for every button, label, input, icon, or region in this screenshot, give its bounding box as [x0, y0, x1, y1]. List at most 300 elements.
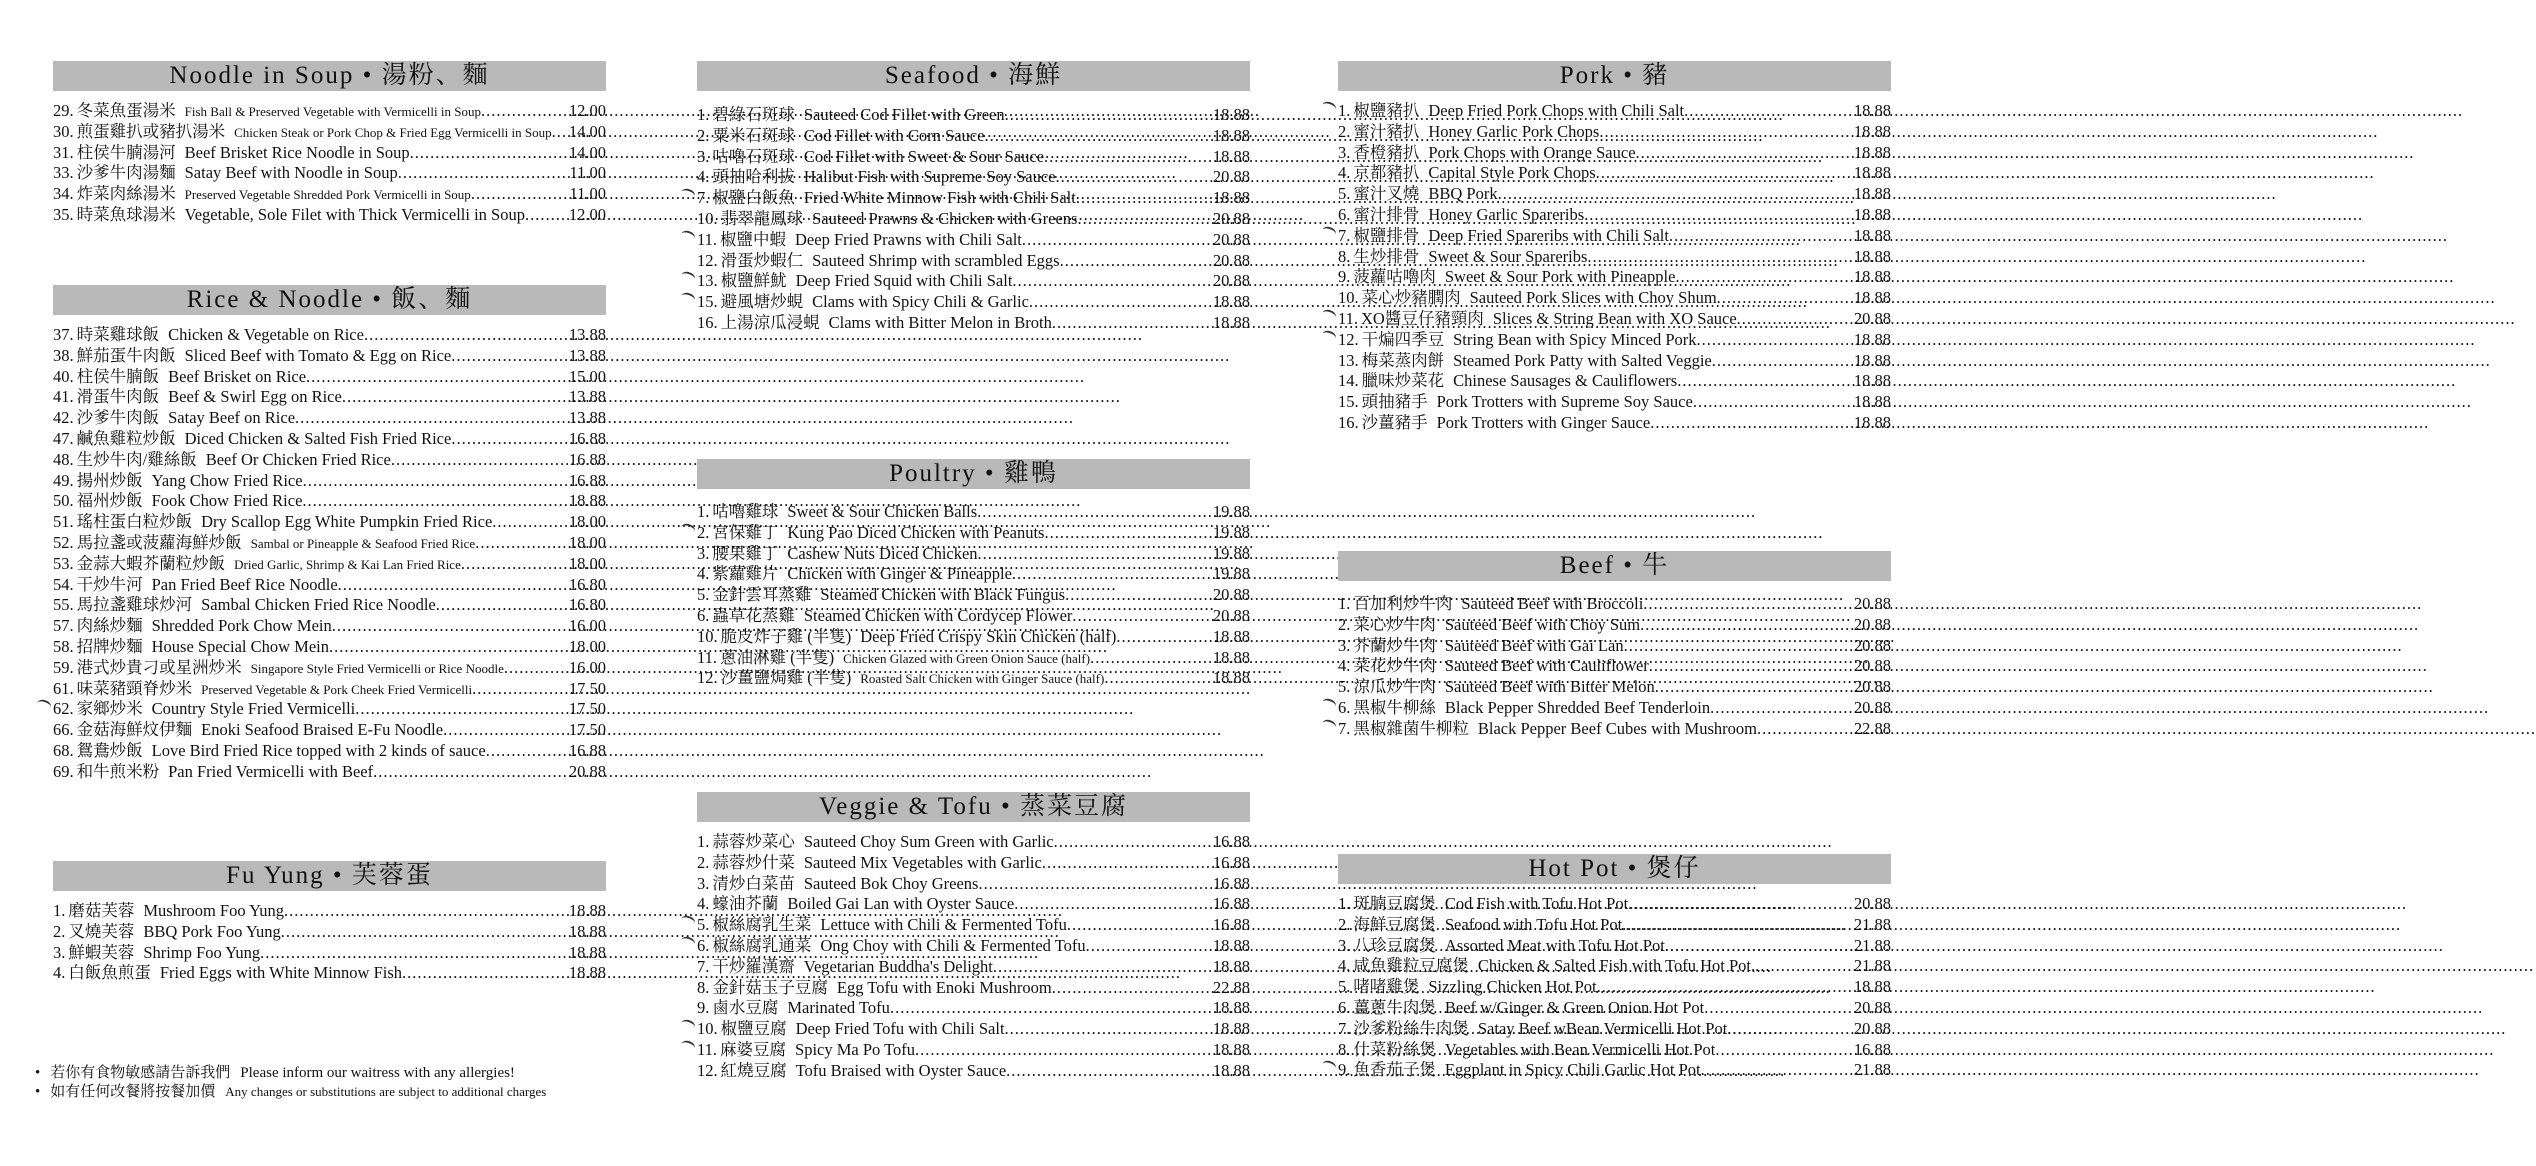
section-noodle-in-soup	[53, 61, 606, 222]
item-number: 69.	[53, 761, 74, 781]
item-price: 16.88	[568, 740, 606, 760]
item-chinese-name: 瑤柱蛋白粒炒飯	[76, 512, 193, 532]
item-chinese-name: 碧綠石斑球	[712, 105, 795, 124]
menu-item	[697, 309, 1250, 330]
item-price: 16.88	[1212, 915, 1250, 935]
menu-item	[697, 1036, 1250, 1057]
item-price: 20.88	[1853, 697, 1891, 717]
item-price: 15.00	[568, 366, 606, 386]
item-price: 18.00	[568, 553, 606, 573]
item-number: 2.	[53, 921, 66, 941]
item-price: 20.88	[1853, 614, 1891, 634]
item-price: 20.88	[1853, 635, 1891, 655]
item-chinese-name: 頭抽哈利拔	[712, 167, 795, 187]
item-number: 34.	[53, 184, 74, 204]
item-english-name: Cashew Nuts Diced Chicken	[787, 543, 978, 563]
section-header: Veggie & Tofu • 蒸菜豆腐	[697, 792, 1250, 822]
item-price: 16.88	[568, 449, 606, 469]
item-chinese-name: 沙爹牛肉湯麵	[76, 163, 176, 183]
menu-item	[53, 654, 606, 675]
item-price: 18.88	[1212, 312, 1250, 332]
item-english-name: Egg Tofu with Enoki Mushroom	[836, 977, 1052, 997]
item-english-name: Roasted Salt Chicken with Ginger Sauce (half)	[860, 671, 1105, 687]
menu-item	[697, 1057, 1250, 1078]
item-chinese-name: 煎蛋雞扒或豬扒湯米	[76, 121, 226, 141]
item-chinese-name: 椒鹽中蝦	[720, 229, 787, 249]
dot-leader	[1006, 1061, 1210, 1081]
item-english-name: Deep Fried Squid with Chili Salt	[795, 271, 1013, 291]
item-number: 12.	[697, 1060, 718, 1080]
menu-item	[53, 139, 606, 160]
item-english-name: Chicken & Vegetable on Rice	[168, 325, 364, 344]
item-number: 6.	[697, 935, 710, 955]
dot-leader	[402, 963, 566, 983]
menu-item	[53, 571, 606, 592]
menu-item	[697, 122, 1250, 143]
item-price: 18.88	[1212, 647, 1250, 667]
item-chinese-name: 椒鹽白飯魚	[712, 188, 795, 208]
item-chinese-name: 鮮蝦芙蓉	[68, 942, 135, 962]
item-english-name: BBQ Pork	[1428, 184, 1498, 204]
item-number: 3.	[1338, 142, 1351, 162]
item-chinese-name: 梅菜蒸肉餅	[1361, 350, 1445, 370]
item-chinese-name: 粟米石斑球	[712, 125, 795, 145]
item-number: 5.	[1338, 677, 1351, 697]
menu-item	[697, 911, 1250, 935]
item-english-name: Chicken Steak or Pork Chop & Fried Egg Vermicelli in Soup	[234, 124, 552, 140]
item-english-name: Satay Beef with Noodle in Soup	[184, 163, 398, 183]
item-number: 29.	[53, 101, 74, 120]
section-header: Hot Pot • 煲仔	[1338, 854, 1891, 884]
item-chinese-name: 麻婆豆腐	[720, 1039, 787, 1059]
item-price: 20.88	[1212, 167, 1250, 187]
item-english-name: Beef & Swirl Egg on Rice	[168, 387, 342, 407]
menu-item	[53, 180, 606, 204]
item-chinese-name: 沙爹牛肉飯	[76, 408, 160, 428]
item-number: 9.	[1338, 1060, 1351, 1080]
item-number: 1.	[697, 502, 710, 521]
item-chinese-name: 柱侯牛腩飯	[76, 366, 160, 386]
item-number: 6.	[697, 605, 710, 625]
item-chinese-name: 涼瓜炒牛肉	[1353, 677, 1436, 697]
item-english-name: Mushroom Foo Yung	[143, 901, 284, 920]
item-number: 16.	[697, 312, 718, 332]
menu-item	[53, 529, 606, 550]
item-price: 16.88	[568, 428, 606, 448]
item-price: 17.50	[568, 699, 606, 719]
item-number: 11.	[697, 229, 718, 249]
item-number: 11.	[697, 647, 718, 667]
item-english-name: Vegetables with Bean Vermicelli Hot Pot	[1444, 1039, 1716, 1059]
item-english-name: Lettuce with Chili & Fermented Tofu	[820, 915, 1067, 935]
item-number: 4.	[697, 564, 710, 584]
item-price: 20.88	[568, 761, 606, 781]
item-english-name: Chicken & Salted Fish with Tofu Hot Pot.	[1477, 956, 1756, 976]
menu-item	[697, 226, 1250, 247]
item-english-name: Dried Garlic, Shrimp & Kai Lan Fried Rice	[234, 556, 461, 572]
item-chinese-name: 滑蛋牛肉飯	[76, 387, 160, 407]
item-chinese-name: 八珍豆腐煲	[1353, 935, 1436, 955]
menu-item	[697, 560, 1250, 584]
chili-pepper-icon	[36, 698, 52, 712]
item-english-name: Honey Garlic Spareribs	[1428, 204, 1585, 224]
item-price: 18.88	[1212, 1060, 1250, 1080]
menu-item	[1338, 632, 1891, 653]
item-price: 18.88	[568, 963, 606, 983]
item-price: 18.88	[568, 921, 606, 941]
menu-item	[1338, 180, 1891, 204]
item-number: 49.	[53, 470, 74, 490]
item-list	[697, 828, 1250, 1078]
section-fu-yung	[53, 861, 606, 983]
menu-item	[697, 498, 1250, 519]
item-number: 11.	[697, 1039, 718, 1059]
item-price: 18.88	[1853, 246, 1891, 266]
item-number: 1.	[1338, 894, 1351, 913]
item-price: 20.88	[1853, 997, 1891, 1017]
item-number: 7.	[697, 188, 710, 208]
item-number: 62.	[53, 699, 74, 719]
item-chinese-name: 菜花炒牛肉	[1353, 656, 1436, 676]
item-price: 20.88	[1212, 605, 1250, 625]
section-veggie-tofu	[697, 792, 1250, 1078]
allergy-note	[35, 1061, 546, 1080]
item-chinese-name: 椒絲腐乳生菜	[712, 915, 812, 935]
item-number: 4.	[53, 963, 66, 983]
dot-leader	[1757, 719, 1851, 739]
item-chinese-name: 柱侯牛腩湯河	[76, 142, 176, 162]
menu-item	[53, 363, 606, 384]
item-number: 9.	[697, 998, 710, 1018]
menu-item	[1338, 409, 1891, 430]
item-chinese-name: 滑蛋炒蝦仁	[720, 250, 804, 270]
item-chinese-name: 椒絲腐乳通菜	[712, 935, 812, 955]
section-pork	[1338, 61, 1891, 430]
item-chinese-name: 福州炒飯	[76, 491, 143, 511]
menu-item	[697, 623, 1250, 644]
item-english-name: Sliced Beef with Tomato & Egg on Rice	[184, 345, 452, 365]
item-number: 12.	[697, 668, 718, 688]
item-number: 40.	[53, 366, 74, 386]
item-price: 18.88	[1853, 142, 1891, 162]
chili-pepper-icon	[680, 1039, 696, 1053]
item-number: 3.	[1338, 635, 1351, 655]
dot-leader	[525, 205, 566, 225]
item-english-name: Sambal Chicken Fried Rice Noodle	[201, 595, 436, 615]
item-price: 19.88	[1212, 543, 1250, 563]
note-english: Any changes or substitutions are subject to additional charges	[225, 1084, 547, 1099]
item-chinese-name: 黑椒牛柳絲	[1353, 697, 1436, 717]
item-english-name: Fried White Minnow Fish with Chili Salt	[803, 188, 1076, 208]
item-chinese-name: 家鄉炒米	[76, 699, 143, 719]
dot-leader	[1104, 668, 1210, 688]
item-chinese-name: 蜜汁豬扒	[1353, 121, 1420, 141]
menu-item	[1338, 1036, 1891, 1057]
item-chinese-name: 翡翠龍鳳球	[720, 208, 804, 228]
item-chinese-name: 蒜蓉炒菜心	[712, 832, 795, 851]
item-english-name: Sauteed Beef with Gai Lan	[1444, 635, 1624, 655]
item-price: 21.88	[1853, 1060, 1891, 1080]
item-number: 12.	[697, 250, 718, 270]
menu-item	[53, 159, 606, 183]
item-price: 13.88	[568, 345, 606, 365]
item-chinese-name: 上湯涼瓜浸蜆	[720, 312, 820, 332]
item-price: 18.88	[1853, 184, 1891, 204]
item-chinese-name: 紫蘿雞片	[712, 564, 779, 584]
menu-item	[1338, 911, 1891, 932]
item-english-name: Country Style Fried Vermicelli	[151, 699, 356, 719]
item-english-name: Fish Ball & Preserved Vegetable with Vermicelli in Soup	[184, 104, 481, 119]
item-price: 22.88	[1853, 718, 1891, 738]
item-number: 13.	[697, 271, 718, 291]
item-english-name: Slices & String Bean with XO Sauce	[1492, 308, 1737, 328]
item-price: 18.00	[568, 636, 606, 656]
item-number: 4.	[1338, 656, 1351, 676]
menu-item	[1338, 388, 1891, 412]
item-chinese-name: 時菜魚球湯米	[76, 204, 176, 224]
item-english-name: Sauteed Prawns & Chicken with Greens	[812, 208, 1078, 228]
item-number: 1.	[697, 105, 710, 124]
item-number: 4.	[697, 894, 710, 914]
item-chinese-name: 干炒羅漢齋	[712, 956, 795, 976]
item-chinese-name: 金針雲耳蒸雞	[712, 585, 812, 605]
menu-item	[697, 953, 1250, 974]
item-price: 16.88	[1212, 832, 1250, 851]
item-price: 18.88	[1212, 668, 1250, 688]
item-price: 16.88	[568, 470, 606, 490]
item-number: 15.	[697, 292, 718, 312]
item-number: 66.	[53, 720, 74, 740]
item-chinese-name: 菜心炒豬膶肉	[1361, 288, 1461, 308]
item-number: 5.	[1338, 184, 1351, 204]
menu-item	[1338, 611, 1891, 632]
item-price: 20.88	[1212, 250, 1250, 270]
item-number: 4.	[1338, 956, 1351, 976]
menu-item	[1338, 243, 1891, 264]
item-english-name: Satay Beef wBean Vermicelli Hot Pot	[1477, 1018, 1728, 1038]
item-english-name: Sauteed Beef with Broccoli	[1461, 594, 1644, 613]
item-number: 5.	[697, 915, 710, 935]
item-english-name: Steamed Pork Patty with Salted Veggie	[1453, 350, 1712, 370]
item-number: 3.	[1338, 935, 1351, 955]
item-number: 8.	[1338, 246, 1351, 266]
item-price: 18.88	[1853, 121, 1891, 141]
item-number: 55.	[53, 595, 74, 615]
item-price: 18.88	[1853, 371, 1891, 391]
item-english-name: Love Bird Fried Rice topped with 2 kinds of sauce	[151, 740, 486, 760]
item-english-name: House Special Chow Mein	[151, 636, 329, 656]
item-chinese-name: 啫啫雞煲	[1353, 977, 1420, 997]
item-chinese-name: 沙爹粉絲牛肉煲	[1353, 1018, 1469, 1038]
item-english-name: Chicken Glazed with Green Onion Sauce (half)	[843, 650, 1091, 666]
item-chinese-name: 時菜雞球飯	[76, 325, 160, 344]
item-price: 21.88	[1853, 956, 1891, 976]
menu-item	[53, 446, 606, 467]
item-number: 14.	[1338, 371, 1359, 391]
item-chinese-name: 頭抽豬手	[1361, 392, 1428, 412]
menu-item	[697, 540, 1250, 561]
menu-item	[697, 1015, 1250, 1039]
item-chinese-name: 京都豬扒	[1353, 163, 1420, 183]
item-price: 18.88	[1212, 105, 1250, 124]
section-header: Noodle in Soup • 湯粉、麵	[53, 61, 606, 91]
item-price: 16.00	[568, 657, 606, 677]
item-english-name: Sauteed Beef with Cauliflower	[1444, 656, 1649, 676]
item-number: 52.	[53, 532, 74, 552]
item-english-name: BBQ Pork Foo Yung	[143, 921, 281, 941]
item-price: 18.88	[568, 942, 606, 962]
item-english-name: Sauteed Bok Choy Greens	[803, 873, 979, 893]
item-english-name: Chicken with Ginger & Pineapple	[787, 564, 1012, 584]
footer-notes	[35, 1061, 546, 1099]
item-english-name: Steamed Chicken with Cordycep Flower	[803, 605, 1073, 625]
menu-item	[1338, 932, 1891, 953]
item-number: 8.	[1338, 1039, 1351, 1059]
item-number: 5.	[1338, 977, 1351, 997]
item-english-name: Sizzling Chicken Hot Pot	[1428, 977, 1597, 997]
menu-item	[1338, 118, 1891, 139]
item-english-name: Sweet & Sour Pork with Pineapple	[1444, 267, 1676, 287]
item-number: 51.	[53, 512, 74, 532]
menu-item	[697, 184, 1250, 208]
item-chinese-name: 芥蘭炒牛肉	[1353, 635, 1436, 655]
item-english-name: Marinated Tofu	[787, 998, 890, 1018]
item-number: 2.	[697, 125, 710, 145]
item-chinese-name: 生炒牛肉/雞絲飯	[76, 449, 197, 469]
menu-item	[697, 247, 1250, 268]
item-number: 59.	[53, 657, 74, 677]
item-price: 18.88	[1212, 1019, 1250, 1039]
item-price: 16.88	[1853, 1039, 1891, 1059]
item-price: 18.88	[1853, 329, 1891, 349]
item-chinese-name: 薑蔥牛肉煲	[1353, 997, 1436, 1017]
item-chinese-name: 椒鹽鮮魷	[720, 271, 787, 291]
menu-item	[1338, 347, 1891, 368]
item-english-name: Assorted Meat with Tofu Hot Pot	[1444, 935, 1665, 955]
item-number: 5.	[697, 585, 710, 605]
menu-item	[53, 675, 606, 696]
menu-item	[697, 205, 1250, 226]
item-price: 18.88	[1212, 626, 1250, 646]
item-price: 18.88	[568, 491, 606, 511]
item-english-name: Sauteed Shrimp with scrambled Eggs	[812, 250, 1060, 270]
item-list	[53, 97, 606, 222]
menu-item	[53, 342, 606, 363]
item-chinese-name: 宮保雞丁	[712, 522, 779, 542]
menu-item	[53, 918, 606, 939]
section-header: Fu Yung • 芙蓉蛋	[53, 861, 606, 891]
item-price: 18.88	[1853, 977, 1891, 997]
item-price: 18.88	[1212, 1039, 1250, 1059]
menu-item	[1338, 890, 1891, 911]
chili-pepper-icon	[1321, 718, 1337, 732]
menu-item	[53, 425, 606, 446]
menu-item	[53, 508, 606, 532]
item-price: 18.88	[1212, 935, 1250, 955]
section-header: Seafood • 海鮮	[697, 61, 1250, 91]
item-chinese-name: 鮮茄蛋牛肉飯	[76, 345, 176, 365]
item-english-name: Satay Beef on Rice	[168, 408, 296, 428]
item-number: 7.	[1338, 225, 1351, 245]
menu-item	[697, 932, 1250, 953]
item-english-name: Tofu Braised with Oyster Sauce	[795, 1060, 1007, 1080]
item-english-name: Sauteed Beef with Bitter Melon	[1444, 677, 1655, 697]
item-chinese-name: 馬拉盞或菠蘿海鮮炒飯	[76, 532, 242, 552]
item-chinese-name: 紅燒豆腐	[720, 1060, 787, 1080]
item-price: 20.88	[1853, 1018, 1891, 1038]
item-number: 41.	[53, 387, 74, 407]
menu-item	[1338, 1015, 1891, 1036]
menu-item	[697, 890, 1250, 914]
item-chinese-name: 百加利炒牛肉	[1353, 594, 1453, 613]
item-chinese-name: 蟲草花蒸雞	[712, 605, 795, 625]
item-english-name: Pan Fried Beef Rice Noodle	[151, 574, 338, 594]
item-price: 11.00	[569, 163, 606, 183]
item-price: 20.88	[1853, 656, 1891, 676]
item-price: 13.88	[568, 325, 606, 344]
menu-item	[697, 849, 1250, 870]
item-price: 21.88	[1853, 914, 1891, 934]
item-price: 18.88	[1853, 225, 1891, 245]
item-number: 3.	[53, 942, 66, 962]
menu-item	[1338, 263, 1891, 287]
item-chinese-name: 椒鹽豬扒	[1353, 101, 1420, 120]
bullet: •	[35, 1084, 41, 1100]
menu-item	[53, 550, 606, 571]
item-number: 13.	[1338, 350, 1359, 370]
item-number: 58.	[53, 636, 74, 656]
item-number: 16.	[1338, 412, 1359, 432]
item-english-name: Sauteed Cod Fillet with Green	[803, 105, 1005, 124]
item-price: 20.88	[1853, 677, 1891, 697]
item-chinese-name: 蠔油芥蘭	[712, 894, 779, 914]
note-english: Please inform our waitress with any allergies!	[240, 1065, 515, 1081]
section-poultry	[697, 459, 1250, 688]
item-english-name: Pork Trotters with Ginger Sauce	[1436, 412, 1651, 432]
item-number: 2.	[697, 522, 710, 542]
item-number: 35.	[53, 204, 74, 224]
item-number: 37.	[53, 325, 74, 344]
menu-item	[53, 97, 606, 118]
item-chinese-name: 金菇海鮮炆伊麵	[76, 720, 193, 740]
item-chinese-name: 菠蘿咕嚕肉	[1353, 267, 1436, 287]
item-chinese-name: 炸菜肉絲湯米	[76, 184, 176, 204]
menu-item	[697, 870, 1250, 891]
item-chinese-name: 金蒜大蝦芥蘭粒炒飯	[76, 553, 226, 573]
item-price: 12.00	[568, 101, 606, 120]
item-english-name: Shredded Pork Chow Mein	[151, 616, 332, 636]
item-english-name: Enoki Seafood Braised E-Fu Noodle	[201, 720, 444, 740]
item-number: 42.	[53, 408, 74, 428]
menu-item	[1338, 715, 1891, 736]
menu-item	[53, 737, 606, 758]
item-english-name: Cod Fish with Tofu Hot Pot	[1444, 894, 1629, 913]
item-number: 68.	[53, 740, 74, 760]
menu-item	[697, 602, 1250, 623]
item-english-name: Capital Style Pork Chops	[1428, 163, 1596, 183]
item-price: 18.88	[1212, 292, 1250, 312]
item-price: 18.00	[568, 532, 606, 552]
note-chinese: 若你有食物敏感請告訴我們	[50, 1065, 231, 1081]
item-list	[1338, 890, 1891, 1080]
item-english-name: Beef Or Chicken Fried Rice	[205, 449, 391, 469]
item-list	[697, 498, 1250, 688]
item-english-name: Sweet & Sour Chicken Balls	[787, 502, 978, 521]
menu-item	[1338, 139, 1891, 160]
item-number: 10.	[697, 1019, 718, 1039]
item-english-name: Clams with Spicy Chili & Garlic	[812, 292, 1029, 312]
item-english-name: Clams with Bitter Melon in Broth	[828, 312, 1052, 332]
